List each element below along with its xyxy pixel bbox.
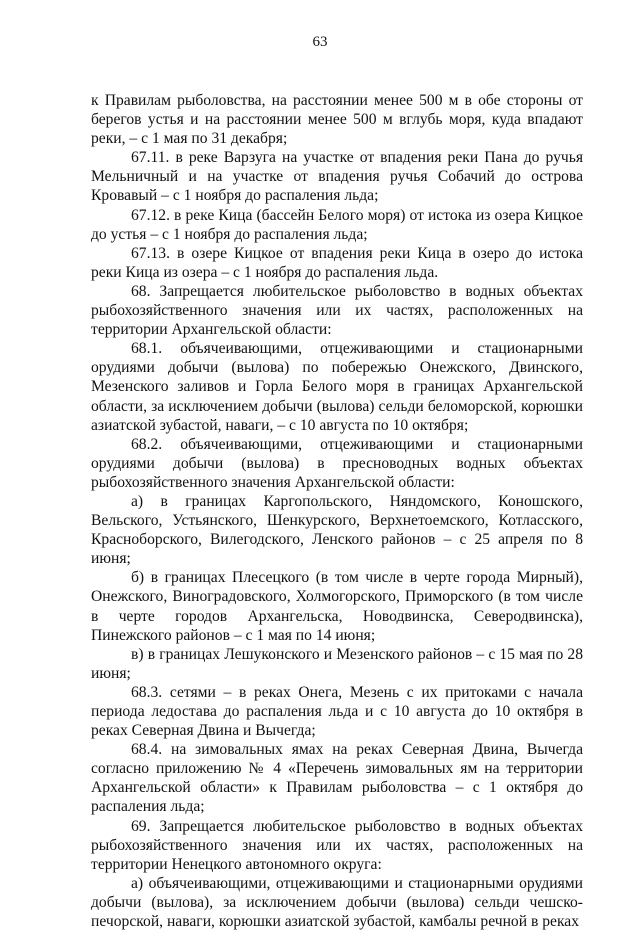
paragraph: 67.12. в реке Кица (бассейн Белого моря) от истока из озера Кицкое до устья – с 1 ноября до распаления льда; xyxy=(91,206,583,243)
page-number: 63 xyxy=(312,34,328,50)
paragraph: в) в границах Лешуконского и Мезенского районов – с 15 мая по 28 июня; xyxy=(91,645,583,682)
paragraph: б) в границах Плесецкого (в том числе в черте города Мирный), Онежского, Виноградовского, Холмогорского, Приморского (в том числе в черте городов Архангельска, Новодвинска, Северодвинска), Пинежского районов – с 1 мая по 14 июня; xyxy=(91,569,583,644)
paragraph: 67.11. в реке Варзуга на участке от впадения реки Пана до ручья Мельничный и на участке от впадения ручья Собачий до острова Кровавый – с 1 ноября до распаления льда; xyxy=(91,149,583,205)
paragraph: 68.4. на зимовальных ямах на реках Северная Двина, Вычегда согласно приложению № 4 «Перечень зимовальных ям на территории Архангельской области» к Правилам рыболовства – с 1 октября до распаления льда; xyxy=(91,741,583,816)
paragraph: 68. Запрещается любительское рыболовство в водных объектах рыбохозяйственного значения или их частях, расположенных на территории Архангельской области: xyxy=(91,282,583,339)
paragraph: а) объячеивающими, отцеживающими и стационарными орудиями добычи (вылова), за исключением добычи (вылова) сельди чешско-печорской, наваги, корюшки азиатской зубастой, камбалы речной в реках xyxy=(91,874,583,931)
paragraph: 68.2. объячеивающими, отцеживающими и стационарными орудиями добычи (вылова) в пресноводных водных объектах рыбохозяйственного значения Архангельской области: xyxy=(91,435,583,491)
paragraph: 69. Запрещается любительское рыболовство в водных объектах рыбохозяйственного значения или их частях, расположенных на территории Ненецкого автономного округа: xyxy=(91,817,583,873)
paragraph: а) в границах Каргопольского, Няндомского, Коношского, Вельского, Устьянского, Шенкурского, Верхнетоемского, Котласского, Красноборского, Вилегодского, Ленского районов – с 25 апреля по 8 июня; xyxy=(91,492,583,568)
paragraph: к Правилам рыболовства, на расстоянии менее 500 м в обе стороны от берегов устья и на расстоянии менее 500 м вглубь моря, куда впадают реки, – с 1 мая по 31 декабря; xyxy=(91,92,583,148)
paragraph: 68.1. объячеивающими, отцеживающими и стационарными орудиями добычи (вылова) по побережью Онежского, Двинского, Мезенского заливов и Горла Белого моря в границах Архангельской области, за исключением добычи (вылова) сельди беломорской, корюшки азиатской зубастой, наваги, – с 10 августа по 10 октября; xyxy=(91,340,583,434)
paragraph: 68.3. сетями – в реках Онега, Мезень с их притоками с начала периода ледостава до распаления льда и с 10 августа до 10 октября в реках Северная Двина и Вычегда; xyxy=(91,683,583,740)
document-body xyxy=(91,91,583,931)
paragraph: 67.13. в озере Кицкое от впадения реки Кица в озеро до истока реки Кица из озера – с 1 ноября до распаления льда. xyxy=(91,244,583,281)
